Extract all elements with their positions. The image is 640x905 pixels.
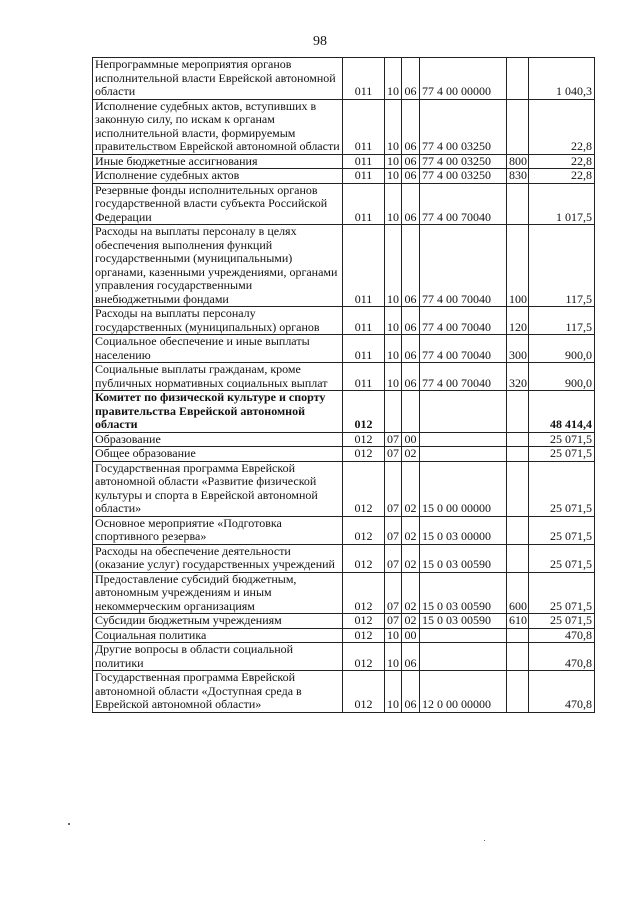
cell-target-article: 15 0 03 00590 [420, 544, 507, 572]
cell-name: Социальные выплаты гражданам, кроме публичных нормативных социальных выплат [93, 363, 343, 391]
cell-subsection: 06 [402, 58, 420, 100]
cell-section: 07 [385, 432, 402, 447]
table-row [93, 99, 595, 154]
table-row [93, 335, 595, 363]
cell-target-article: 15 0 03 00590 [420, 572, 507, 614]
table-row [93, 154, 595, 169]
cell-grbs: 011 [343, 225, 385, 307]
cell-grbs: 011 [343, 99, 385, 154]
cell-grbs: 011 [343, 183, 385, 225]
table-row [93, 461, 595, 516]
cell-expense-type [507, 58, 529, 100]
cell-subsection: 06 [402, 307, 420, 335]
cell-section: 10 [385, 628, 402, 643]
cell-name: Социальная политика [93, 628, 343, 643]
cell-amount: 470,8 [529, 628, 595, 643]
cell-name: Общее образование [93, 447, 343, 462]
cell-grbs: 012 [343, 572, 385, 614]
cell-target-article: 77 4 00 00000 [420, 58, 507, 100]
scan-speck [484, 840, 485, 841]
cell-section: 10 [385, 169, 402, 184]
cell-amount: 25 071,5 [529, 447, 595, 462]
cell-target-article: 77 4 00 03250 [420, 154, 507, 169]
cell-section: 07 [385, 461, 402, 516]
cell-expense-type [507, 432, 529, 447]
cell-name: Иные бюджетные ассигнования [93, 154, 343, 169]
cell-expense-type [507, 516, 529, 544]
cell-amount: 1 017,5 [529, 183, 595, 225]
cell-name: Исполнение судебных актов [93, 169, 343, 184]
cell-target-article [420, 643, 507, 671]
cell-amount: 25 071,5 [529, 614, 595, 629]
cell-target-article: 77 4 00 03250 [420, 99, 507, 154]
cell-section: 10 [385, 307, 402, 335]
cell-name: Другие вопросы в области социальной политики [93, 643, 343, 671]
cell-subsection: 02 [402, 516, 420, 544]
cell-name: Субсидии бюджетным учреждениям [93, 614, 343, 629]
table-row [93, 432, 595, 447]
cell-name: Предоставление субсидий бюджетным, автономным учреждениям и иным некоммерческим организациям [93, 572, 343, 614]
cell-grbs: 012 [343, 516, 385, 544]
cell-expense-type [507, 461, 529, 516]
cell-grbs: 012 [343, 643, 385, 671]
cell-grbs: 011 [343, 154, 385, 169]
cell-name: Расходы на выплаты персоналу в целях обеспечения выполнения функций государственными (муниципальными) органами, казенными учреждениями, органами управления государственными внебюджетными фондами [93, 225, 343, 307]
cell-subsection: 06 [402, 169, 420, 184]
cell-target-article: 77 4 00 70040 [420, 335, 507, 363]
cell-grbs: 012 [343, 461, 385, 516]
scan-speck [68, 823, 70, 825]
cell-expense-type [507, 447, 529, 462]
cell-grbs: 011 [343, 335, 385, 363]
cell-target-article [420, 432, 507, 447]
table-row [93, 307, 595, 335]
cell-expense-type: 610 [507, 614, 529, 629]
cell-target-article: 77 4 00 70040 [420, 363, 507, 391]
cell-target-article: 77 4 00 03250 [420, 169, 507, 184]
cell-name: Комитет по физической культуре и спорту правительства Еврейской автономной области [93, 391, 343, 433]
cell-grbs: 012 [343, 544, 385, 572]
cell-subsection: 02 [402, 447, 420, 462]
cell-name: Государственная программа Еврейской автономной области «Развитие физической культуры и спорта в Еврейской автономной области» [93, 461, 343, 516]
cell-grbs: 012 [343, 391, 385, 433]
cell-amount: 1 040,3 [529, 58, 595, 100]
cell-expense-type [507, 391, 529, 433]
cell-expense-type: 600 [507, 572, 529, 614]
cell-amount: 25 071,5 [529, 432, 595, 447]
cell-expense-type: 320 [507, 363, 529, 391]
table-row [93, 363, 595, 391]
cell-amount: 25 071,5 [529, 516, 595, 544]
cell-subsection [402, 391, 420, 433]
cell-section: 10 [385, 154, 402, 169]
cell-subsection: 02 [402, 572, 420, 614]
cell-grbs: 012 [343, 432, 385, 447]
cell-grbs: 011 [343, 169, 385, 184]
cell-section: 10 [385, 99, 402, 154]
cell-name: Исполнение судебных актов, вступивших в законную силу, по искам к органам исполнительной власти, формируемым правительством Еврейской автономной области [93, 99, 343, 154]
cell-grbs: 012 [343, 671, 385, 713]
budget-table [92, 57, 595, 713]
cell-subsection: 02 [402, 614, 420, 629]
cell-grbs: 012 [343, 614, 385, 629]
cell-section: 10 [385, 335, 402, 363]
cell-target-article: 77 4 00 70040 [420, 225, 507, 307]
cell-section: 10 [385, 643, 402, 671]
table-row [93, 58, 595, 100]
cell-section: 10 [385, 225, 402, 307]
cell-amount: 22,8 [529, 99, 595, 154]
cell-section: 07 [385, 572, 402, 614]
cell-name: Основное мероприятие «Подготовка спортивного резерва» [93, 516, 343, 544]
cell-target-article: 77 4 00 70040 [420, 183, 507, 225]
cell-amount: 48 414,4 [529, 391, 595, 433]
cell-target-article: 12 0 00 00000 [420, 671, 507, 713]
cell-expense-type [507, 183, 529, 225]
cell-grbs: 011 [343, 307, 385, 335]
table-row [93, 671, 595, 713]
cell-target-article: 15 0 00 00000 [420, 461, 507, 516]
cell-target-article: 15 0 03 00590 [420, 614, 507, 629]
cell-subsection: 00 [402, 628, 420, 643]
cell-expense-type [507, 99, 529, 154]
cell-expense-type: 800 [507, 154, 529, 169]
cell-subsection: 06 [402, 671, 420, 713]
cell-name: Социальное обеспечение и иные выплаты населению [93, 335, 343, 363]
cell-subsection: 02 [402, 544, 420, 572]
cell-grbs: 011 [343, 58, 385, 100]
cell-subsection: 06 [402, 643, 420, 671]
cell-amount: 22,8 [529, 154, 595, 169]
cell-subsection: 06 [402, 335, 420, 363]
table-row [93, 544, 595, 572]
cell-expense-type [507, 671, 529, 713]
cell-expense-type [507, 628, 529, 643]
cell-section: 07 [385, 447, 402, 462]
table-row [93, 225, 595, 307]
cell-section: 10 [385, 671, 402, 713]
cell-subsection: 06 [402, 183, 420, 225]
cell-target-article: 77 4 00 70040 [420, 307, 507, 335]
cell-section: 10 [385, 58, 402, 100]
table-row [93, 572, 595, 614]
cell-name: Государственная программа Еврейской автономной области «Доступная среда в Еврейской автономной области» [93, 671, 343, 713]
cell-expense-type: 120 [507, 307, 529, 335]
cell-expense-type [507, 544, 529, 572]
cell-grbs: 012 [343, 628, 385, 643]
cell-section: 07 [385, 614, 402, 629]
cell-expense-type: 100 [507, 225, 529, 307]
cell-amount: 22,8 [529, 169, 595, 184]
cell-section [385, 391, 402, 433]
table-row [93, 516, 595, 544]
cell-amount: 117,5 [529, 307, 595, 335]
cell-target-article [420, 628, 507, 643]
cell-target-article [420, 391, 507, 433]
cell-name: Резервные фонды исполнительных органов государственной власти субъекта Российской Федерации [93, 183, 343, 225]
table-row [93, 183, 595, 225]
table-row [93, 391, 595, 433]
cell-name: Образование [93, 432, 343, 447]
cell-amount: 25 071,5 [529, 544, 595, 572]
budget-table-body [93, 58, 595, 713]
cell-amount: 470,8 [529, 643, 595, 671]
cell-section: 07 [385, 516, 402, 544]
cell-amount: 900,0 [529, 363, 595, 391]
cell-target-article: 15 0 03 00000 [420, 516, 507, 544]
cell-expense-type: 830 [507, 169, 529, 184]
cell-subsection: 02 [402, 461, 420, 516]
cell-subsection: 00 [402, 432, 420, 447]
table-row [93, 628, 595, 643]
cell-subsection: 06 [402, 225, 420, 307]
cell-grbs: 012 [343, 447, 385, 462]
table-row [93, 447, 595, 462]
cell-amount: 25 071,5 [529, 461, 595, 516]
cell-section: 10 [385, 363, 402, 391]
cell-expense-type [507, 643, 529, 671]
cell-section: 10 [385, 183, 402, 225]
cell-amount: 117,5 [529, 225, 595, 307]
table-row [93, 643, 595, 671]
cell-name: Непрограммные мероприятия органов исполнительной власти Еврейской автономной области [93, 58, 343, 100]
table-row [93, 169, 595, 184]
cell-subsection: 06 [402, 363, 420, 391]
cell-name: Расходы на обеспечение деятельности (оказание услуг) государственных учреждений [93, 544, 343, 572]
page-number: 98 [313, 34, 327, 49]
cell-amount: 25 071,5 [529, 572, 595, 614]
cell-grbs: 011 [343, 363, 385, 391]
cell-name: Расходы на выплаты персоналу государственных (муниципальных) органов [93, 307, 343, 335]
cell-target-article [420, 447, 507, 462]
cell-section: 07 [385, 544, 402, 572]
cell-amount: 470,8 [529, 671, 595, 713]
table-row [93, 614, 595, 629]
cell-amount: 900,0 [529, 335, 595, 363]
cell-expense-type: 300 [507, 335, 529, 363]
cell-subsection: 06 [402, 99, 420, 154]
cell-subsection: 06 [402, 154, 420, 169]
